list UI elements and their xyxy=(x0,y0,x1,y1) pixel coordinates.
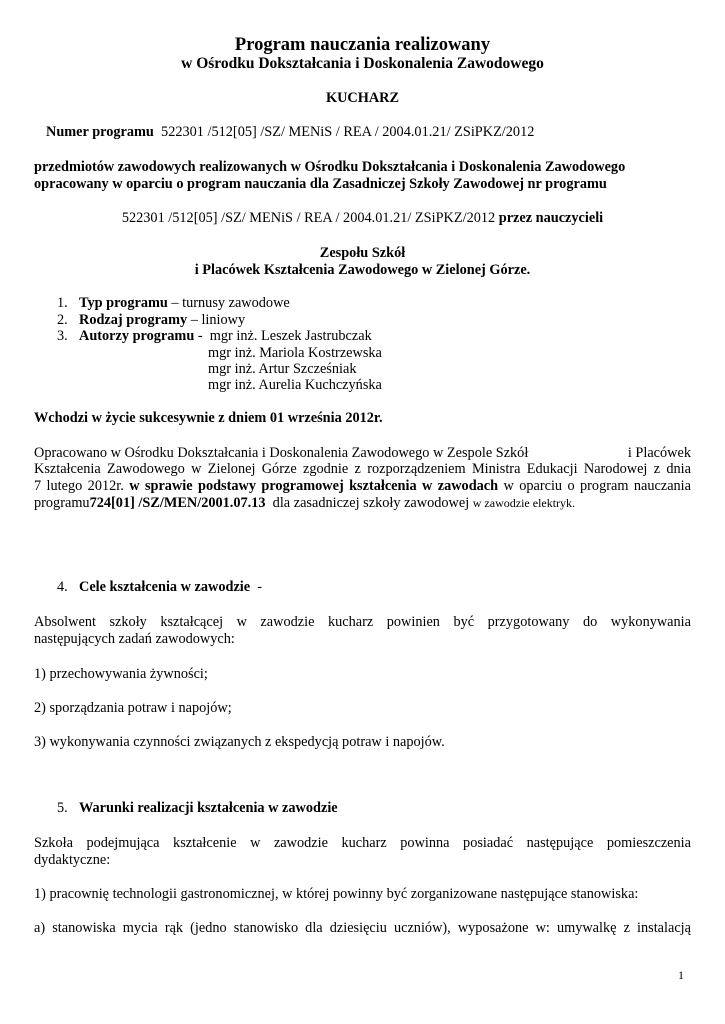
section-title: Cele kształcenia w zawodzie xyxy=(79,579,251,595)
author-name: mgr inż. Aurelia Kuchczyńska xyxy=(208,377,382,393)
section-title: Warunki realizacji kształcenia w zawodzie xyxy=(79,800,338,816)
program-number-label: Numer programu xyxy=(46,124,154,140)
list-item: 1) przechowywania żywności; xyxy=(34,666,208,682)
paragraph-text: dydaktyczne: xyxy=(34,852,111,868)
list-value: – turnusy zawodowe xyxy=(167,295,290,311)
list-number: 2. xyxy=(57,312,68,328)
list-item xyxy=(57,328,372,345)
section-heading xyxy=(57,579,262,596)
list-label: Rodzaj programy xyxy=(79,312,188,328)
paragraph-bold: w sprawie podstawy programowej kształcenia w zawodach xyxy=(129,478,499,494)
intro-number: 522301 /512[05] /SZ/ MENiS / REA / 2004.01.21/ ZSiPKZ/2012 xyxy=(121,210,496,226)
paragraph-text: Absolwent szkoły kształcącej w zawodzie kucharz powinien być przygotowany do wykonywania xyxy=(34,614,691,630)
paragraph-text xyxy=(34,478,691,495)
paragraph-text: Szkoła podejmująca kształcenie w zawodzie kucharz powinna posiadać następujące pomieszczenia xyxy=(34,835,691,851)
program-number-value: 522301 /512[05] /SZ/ MENiS / REA / 2004.01.21/ ZSiPKZ/2012 xyxy=(161,124,535,140)
paragraph-text: i Placówek xyxy=(627,445,691,461)
intro-line-2: opracowany w oparciu o program nauczania dla Zasadniczej Szkoły Zawodowej nr programu xyxy=(34,176,607,192)
intro-program-number xyxy=(0,210,725,227)
list-item xyxy=(57,295,290,312)
paragraph-text: Kształcenia Zawodowego w Zielonej Górze zgodnie z rozporządzeniem Ministra Edukacji Narodowej z dnia xyxy=(34,461,691,477)
section-number: 4. xyxy=(57,579,68,595)
intro-line-1: przedmiotów zawodowych realizowanych w Ośrodku Dokształcania i Doskonalenia Zawodowego xyxy=(34,159,626,175)
list-item xyxy=(57,312,245,329)
school-name-1: Zespołu Szkół xyxy=(319,245,406,261)
paragraph-line xyxy=(34,461,691,478)
paragraph-line xyxy=(34,495,575,512)
list-number: 1. xyxy=(57,295,68,311)
list-label: Typ programu xyxy=(79,295,168,311)
list-number: 3. xyxy=(57,328,68,344)
paragraph-text: Opracowano w Ośrodku Dokształcania i Doskonalenia Zawodowego w Zespole Szkół xyxy=(34,445,529,461)
paragraph-text: dla zasadniczej szkoły zawodowej xyxy=(265,495,473,511)
author-name: mgr inż. Artur Szcześniak xyxy=(208,361,357,377)
paragraph-text: programu xyxy=(34,495,90,511)
page-subtitle: w Ośrodku Dokształcania i Doskonalenia Zawodowego xyxy=(181,55,544,72)
section-heading xyxy=(57,800,338,817)
section-paragraph xyxy=(34,835,691,869)
paragraph-text: następujących zadań zawodowych: xyxy=(34,631,235,647)
paragraph-line xyxy=(34,478,691,495)
effective-date: Wchodzi w życie sukcesywnie z dniem 01 września 2012r. xyxy=(34,410,383,426)
by-teachers: przez nauczycieli xyxy=(498,210,604,226)
program-number xyxy=(46,124,534,141)
page-title: Program nauczania realizowany xyxy=(234,35,491,55)
paragraph-bold: 724[01] /SZ/MEN/2001.07.13 xyxy=(89,495,266,511)
author-name: mgr inż. Mariola Kostrzewska xyxy=(208,345,382,361)
paragraph-text: w oparciu o program nauczania xyxy=(498,478,691,494)
list-item: 1) pracownię technologii gastronomicznej, w której powinny być zorganizowane następujące stanowiska: xyxy=(34,886,639,902)
paragraph-line xyxy=(34,445,691,462)
section-dash: - xyxy=(250,579,263,595)
section-paragraph xyxy=(34,614,691,648)
paragraph-text: w zawodzie elektryk. xyxy=(472,496,576,510)
list-item: 2) sporządzania potraw i napojów; xyxy=(34,700,232,716)
list-item xyxy=(34,920,691,937)
list-label: Autorzy programu xyxy=(79,328,195,344)
paragraph-text: a) stanowiska mycia rąk (jedno stanowisko dla dziesięciu uczniów), wyposażone w: umywalkę z instalacją xyxy=(34,920,691,936)
list-value: – liniowy xyxy=(187,312,246,328)
author-name: mgr inż. Leszek Jastrubczak xyxy=(209,328,372,344)
section-number: 5. xyxy=(57,800,68,816)
list-item: 3) wykonywania czynności związanych z ekspedycją potraw i napojów. xyxy=(34,734,445,750)
school-name-2: i Placówek Kształcenia Zawodowego w Zielonej Górze. xyxy=(194,262,531,278)
paragraph-text: 7 lutego 2012r. xyxy=(34,478,130,494)
list-dash: - xyxy=(194,328,210,344)
page-number: 1 xyxy=(678,968,684,982)
profession-name: KUCHARZ xyxy=(325,90,400,106)
